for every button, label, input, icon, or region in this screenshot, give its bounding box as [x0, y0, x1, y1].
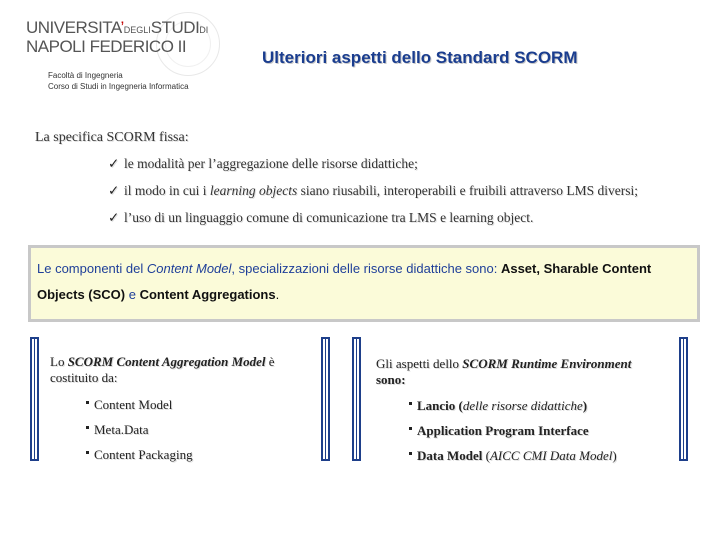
runtime-environment-title: Gli aspetti dello SCORM Runtime Environment sono:	[376, 356, 632, 387]
bullet-icon	[86, 451, 89, 454]
list-item: Data Model (AICC CMI Data Model)	[409, 448, 617, 464]
right-bar-outer	[679, 337, 688, 461]
check-icon: ✓	[108, 210, 120, 225]
logo-line-1: UNIVERSITA’DEGLISTUDIDI	[26, 18, 209, 37]
bullet-icon	[409, 402, 412, 405]
aggregation-model-title: Lo SCORM Content Aggregation Model è costituito da:	[50, 354, 275, 385]
list-item: Lancio (delle risorse didattiche)	[409, 398, 587, 414]
check-item: ✓ l’uso di un linguaggio comune di comunicazione tra LMS e learning object.	[108, 210, 534, 225]
list-item: Meta.Data	[86, 422, 149, 438]
list-item: Content Model	[86, 397, 172, 413]
bullet-icon	[409, 427, 412, 430]
bullet-icon	[86, 401, 89, 404]
list-item: Application Program Interface	[409, 423, 589, 439]
check-item: ✓ il modo in cui i learning objects siano riusabili, interoperabili e fruibili attraverso LMS diversi;	[108, 183, 639, 198]
bullet-icon	[409, 452, 412, 455]
slide-title: Ulteriori aspetti dello Standard SCORM	[262, 48, 578, 67]
check-icon: ✓	[108, 183, 120, 198]
left-bar-outer	[30, 337, 39, 461]
right-bar-inner	[352, 337, 361, 461]
check-list	[108, 155, 638, 236]
faculty-name: Facoltà di Ingegneria	[48, 71, 123, 80]
check-item: ✓ le modalità per l’aggregazione delle risorse didattiche;	[108, 156, 418, 171]
check-icon: ✓	[108, 156, 120, 171]
left-bar-inner	[321, 337, 330, 461]
logo-line-2: NAPOLI FEDERICO II	[26, 37, 187, 56]
logo-accent: ’	[120, 18, 124, 37]
content-model-note: Le componenti del Content Model, specializzazioni delle risorse didattiche sono: Asset, Sharable Content Objects (SCO) e Content Aggregations.	[28, 245, 700, 322]
bullet-icon	[86, 426, 89, 429]
list-item: Content Packaging	[86, 447, 193, 463]
intro-lead: La specifica SCORM fissa:	[35, 130, 189, 145]
university-logo	[26, 18, 216, 70]
course-name: Corso di Studi in Ingegneria Informatica	[48, 82, 189, 91]
faculty-info	[48, 70, 189, 92]
